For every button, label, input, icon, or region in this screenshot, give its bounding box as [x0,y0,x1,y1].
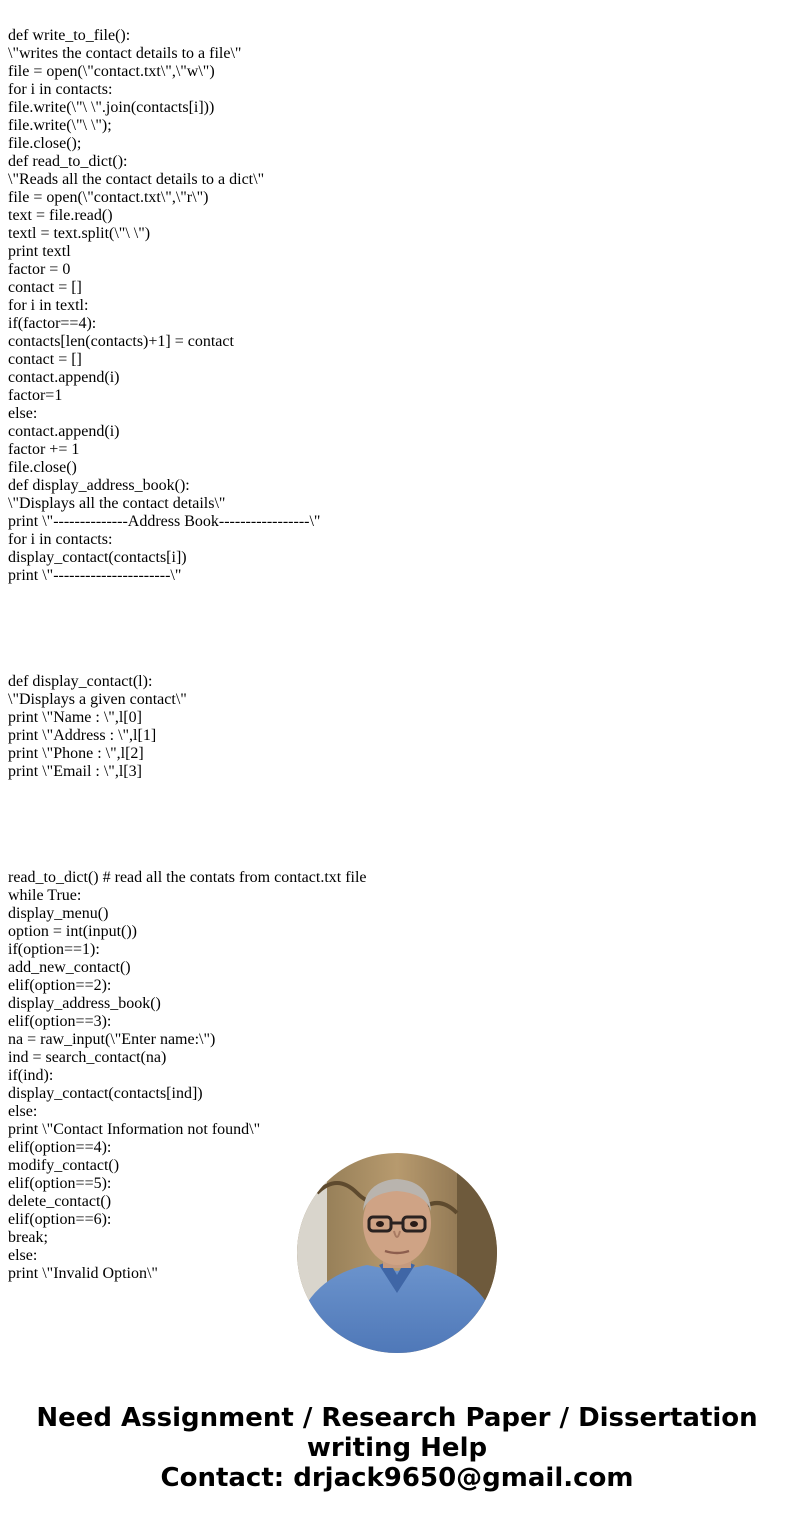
code-line: print \"Name : \",l[0] [8,709,142,726]
code-line: for i in contacts: [8,531,113,548]
code-line: print \"Email : \",l[3] [8,763,142,780]
code-line: file.write(\"\ \".join(contacts[i])) [8,99,215,116]
code-section-display-contact [8,673,788,781]
code-line: else: [8,1247,38,1264]
promo-line-2: writing Help [306,1433,488,1463]
code-line: na = raw_input(\"Enter name:\") [8,1031,216,1048]
code-line: def read_to_dict(): [8,153,128,170]
code-line: for i in textl: [8,297,89,314]
promo-line-1: Need Assignment / Research Paper / Dissertation [36,1403,758,1433]
code-line: file.close() [8,459,77,476]
code-line: \"Reads all the contact details to a dict\" [8,171,265,188]
code-line: text = file.read() [8,207,113,224]
blank-line [8,817,788,833]
code-line: display_menu() [8,905,109,922]
code-line: textl = text.split(\"\ \") [8,225,151,242]
code-line: modify_contact() [8,1157,120,1174]
code-line: file.write(\"\ \"); [8,117,112,134]
code-line: print \"Address : \",l[1] [8,727,157,744]
author-avatar [297,1153,497,1353]
code-line: display_contact(contacts[ind]) [8,1085,203,1102]
code-line: display_contact(contacts[i]) [8,549,187,566]
code-line: print \"--------------Address Book-----------------\" [8,513,321,530]
code-line: else: [8,1103,38,1120]
code-line: contacts[len(contacts)+1] = contact [8,333,234,350]
code-line: elif(option==3): [8,1013,112,1030]
code-line: def display_contact(l): [8,673,153,690]
code-line: def display_address_book(): [8,477,190,494]
promo-banner [0,1403,794,1493]
code-listing [8,0,788,1301]
code-line: print textl [8,243,71,260]
code-line: file = open(\"contact.txt\",\"w\") [8,63,215,80]
code-line: factor = 0 [8,261,71,278]
code-line: read_to_dict() # read all the contats from contact.txt file [8,869,367,886]
code-line: elif(option==6): [8,1211,112,1228]
code-line: while True: [8,887,82,904]
code-line: else: [8,405,38,422]
code-line: add_new_contact() [8,959,131,976]
code-line: break; [8,1229,48,1246]
code-line: if(ind): [8,1067,54,1084]
code-line: file = open(\"contact.txt\",\"r\") [8,189,209,206]
code-line: option = int(input()) [8,923,138,940]
code-line: contact.append(i) [8,423,120,440]
code-line: def write_to_file(): [8,27,131,44]
code-line: ind = search_contact(na) [8,1049,167,1066]
blank-line [8,621,788,637]
code-line: print \"----------------------\" [8,567,182,584]
code-line: for i in contacts: [8,81,113,98]
code-line: delete_contact() [8,1193,112,1210]
code-line: \"writes the contact details to a file\" [8,45,242,62]
code-line: factor=1 [8,387,63,404]
author-photo [297,1153,497,1353]
code-section-file-functions [8,27,788,585]
code-line: print \"Contact Information not found\" [8,1121,261,1138]
code-line: print \"Phone : \",l[2] [8,745,144,762]
code-line: contact.append(i) [8,369,120,386]
code-line: \"Displays a given contact\" [8,691,187,708]
code-line: elif(option==4): [8,1139,112,1156]
code-line: contact = [] [8,351,82,368]
code-line: elif(option==2): [8,977,112,994]
code-line: display_address_book() [8,995,161,1012]
code-line: if(option==1): [8,941,100,958]
code-line: contact = [] [8,279,82,296]
code-line: if(factor==4): [8,315,97,332]
code-line: factor += 1 [8,441,80,458]
code-line: elif(option==5): [8,1175,112,1192]
code-line: file.close(); [8,135,82,152]
code-line: \"Displays all the contact details\" [8,495,226,512]
code-line: print \"Invalid Option\" [8,1265,158,1282]
promo-contact: Contact: drjack9650@gmail.com [160,1463,634,1493]
